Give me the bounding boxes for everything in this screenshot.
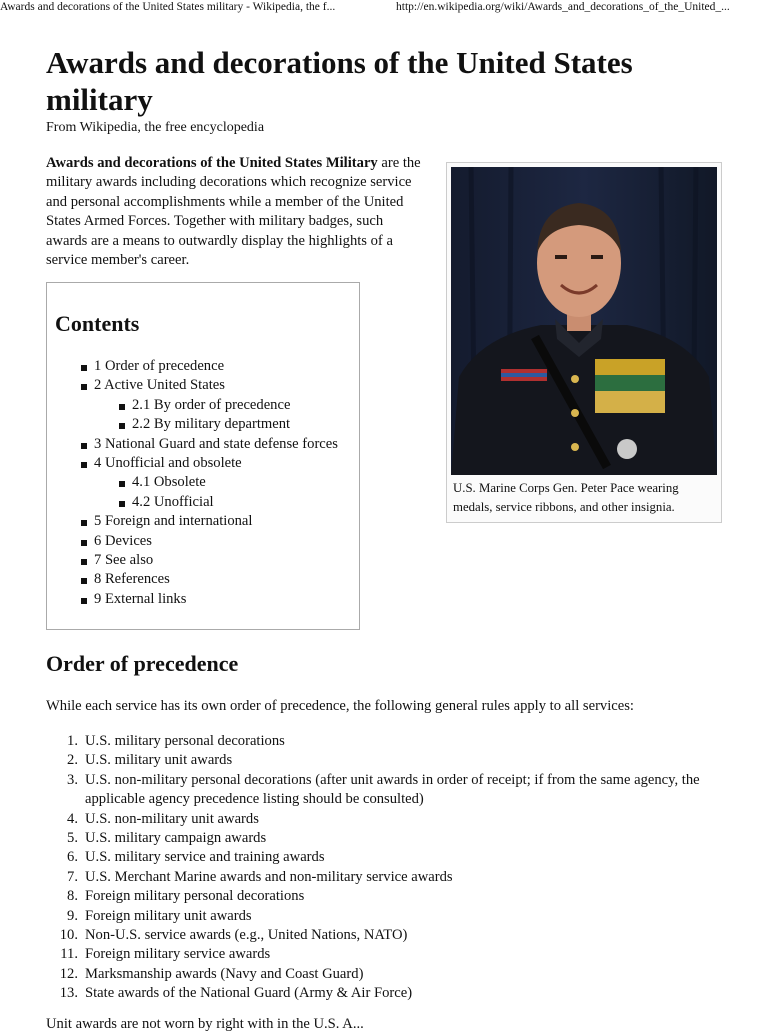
toc-list bbox=[81, 357, 338, 609]
toc-item[interactable]: 2 Active United States bbox=[81, 376, 338, 395]
toc-item[interactable]: 1 Order of precedence bbox=[81, 357, 338, 376]
list-item bbox=[46, 771, 736, 810]
list-item bbox=[46, 829, 736, 848]
section-heading: Order of precedence bbox=[46, 651, 239, 676]
list-number: 13. bbox=[59, 985, 78, 1002]
list-item bbox=[46, 926, 736, 945]
page-title-header: Awards and decorations of the United States military - Wikipedia, the f... bbox=[0, 1, 336, 13]
list-item bbox=[46, 945, 736, 964]
list-text: U.S. Merchant Marine awards and non-military service awards bbox=[85, 868, 453, 885]
list-number: 10. bbox=[59, 927, 78, 944]
cutoff-text: Unit awards are not worn by right with in the U.S. A... bbox=[46, 1016, 364, 1032]
list-number: 11. bbox=[60, 946, 78, 963]
list-number: 5. bbox=[67, 830, 78, 847]
toc-item[interactable]: 5 Foreign and international bbox=[81, 512, 338, 531]
list-item bbox=[46, 984, 736, 1003]
table-of-contents bbox=[46, 282, 360, 630]
section-intro: While each service has its own order of precedence, the following general rules apply to all services: bbox=[46, 698, 634, 714]
list-item bbox=[46, 848, 736, 867]
list-text: U.S. military service and training awards bbox=[85, 849, 325, 866]
article-title: Awards and decorations of the United States military bbox=[46, 45, 633, 117]
precedence-list bbox=[46, 732, 736, 1004]
list-number: 3. bbox=[67, 771, 78, 788]
list-item bbox=[46, 907, 736, 926]
list-text: U.S. non-military personal decorations (after unit awards in order of receipt; if from the same agency, the applicable agency precedence listing should be consulted) bbox=[85, 771, 700, 808]
list-number: 4. bbox=[67, 810, 78, 827]
toc-item[interactable]: 3 National Guard and state defense forces bbox=[81, 435, 338, 454]
article-subtitle: From Wikipedia, the free encyclopedia bbox=[46, 120, 265, 135]
toc-item[interactable]: 2.1 By order of precedence bbox=[119, 396, 338, 415]
list-text: Marksmanship awards (Navy and Coast Guard) bbox=[85, 965, 364, 982]
toc-item[interactable]: 6 Devices bbox=[81, 532, 338, 551]
page-url[interactable]: http://en.wikipedia.org/wiki/Awards_and_decorations_of_the_United_... bbox=[396, 1, 730, 13]
list-text: State awards of the National Guard (Army & Air Force) bbox=[85, 985, 413, 1002]
general-photo[interactable] bbox=[451, 167, 717, 475]
toc-item[interactable]: 4.2 Unofficial bbox=[119, 493, 338, 512]
intro-bold-term: Awards and decorations of the United States Military bbox=[46, 155, 378, 171]
list-text: U.S. military unit awards bbox=[85, 752, 233, 769]
toc-item[interactable]: 4 Unofficial and obsolete bbox=[81, 454, 338, 473]
list-text: Foreign military unit awards bbox=[85, 907, 252, 924]
intro-text: are the military awards including decorations which recognize service and personal accomplishments while a member of the United States Armed Forces. Together with military badges, such awards are a means to outwardly display the highlights of a service member's career. bbox=[46, 155, 421, 269]
list-number: 2. bbox=[67, 752, 78, 769]
toc-item[interactable]: 8 References bbox=[81, 570, 338, 589]
list-number: 12. bbox=[59, 965, 78, 982]
browser-header bbox=[0, 0, 768, 18]
figure-caption: U.S. Marine Corps Gen. Peter Pace wearing medals, service ribbons, and other insignia. bbox=[453, 481, 679, 515]
list-text: U.S. military campaign awards bbox=[85, 830, 267, 847]
list-item bbox=[46, 887, 736, 906]
toc-title: Contents bbox=[55, 311, 140, 336]
toc-item[interactable]: 7 See also bbox=[81, 551, 338, 570]
list-number: 8. bbox=[67, 888, 78, 905]
list-number: 9. bbox=[67, 907, 78, 924]
list-number: 7. bbox=[67, 868, 78, 885]
list-item bbox=[46, 810, 736, 829]
toc-item[interactable]: 2.2 By military department bbox=[119, 415, 338, 434]
list-item bbox=[46, 868, 736, 887]
toc-item[interactable]: 4.1 Obsolete bbox=[119, 473, 338, 492]
list-text: Foreign military personal decorations bbox=[85, 888, 305, 905]
list-text: U.S. non-military unit awards bbox=[85, 810, 259, 827]
list-item bbox=[46, 965, 736, 984]
list-number: 6. bbox=[67, 849, 78, 866]
list-text: Non-U.S. service awards (e.g., United Nations, NATO) bbox=[85, 927, 408, 944]
list-text: Foreign military service awards bbox=[85, 946, 271, 963]
list-item bbox=[46, 732, 736, 751]
list-text: U.S. military personal decorations bbox=[85, 733, 285, 749]
list-number: 1. bbox=[67, 733, 78, 749]
figure bbox=[446, 162, 722, 523]
toc-item[interactable]: 9 External links bbox=[81, 590, 338, 609]
intro-paragraph bbox=[46, 154, 421, 270]
list-item bbox=[46, 751, 736, 770]
